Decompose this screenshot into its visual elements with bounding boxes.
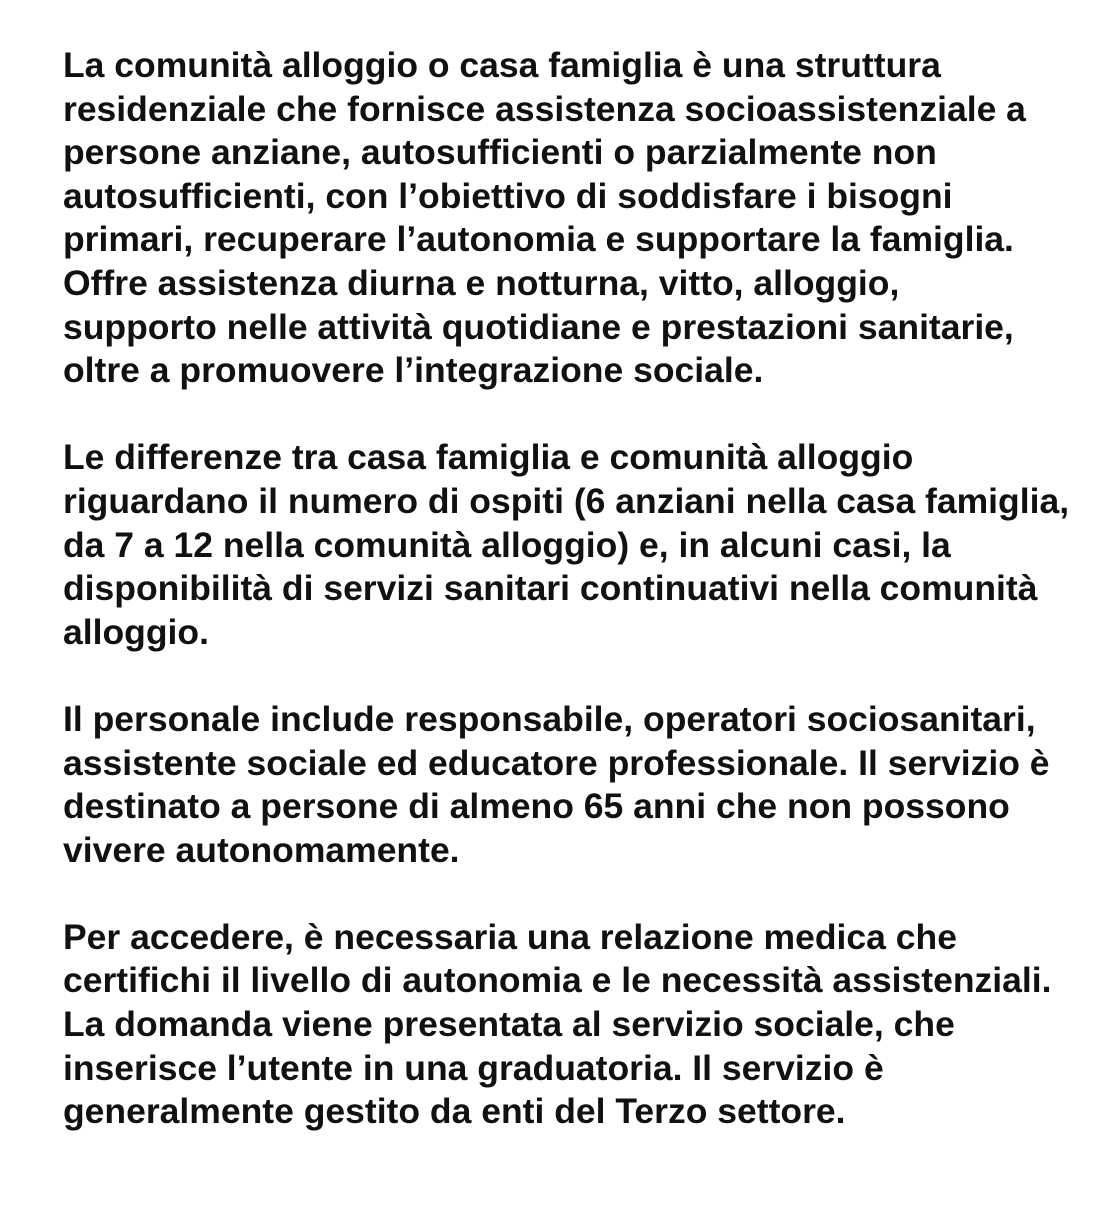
text-line: Il personale include responsabile, operatori sociosanitari, — [63, 698, 1036, 739]
paragraph-spacer — [63, 872, 1113, 916]
text-line: Offre assistenza diurna e notturna, vitto, alloggio, — [63, 262, 900, 303]
text-line: vivere autonomamente. — [63, 829, 460, 870]
text-line: generalmente gestito da enti del Terzo settore. — [63, 1091, 846, 1132]
text-line: Per accedere, è necessaria una relazione medica che — [63, 916, 957, 957]
text-line: Le differenze tra casa famiglia e comunità alloggio — [63, 437, 914, 478]
text-line: destinato a persone di almeno 65 anni che non possono — [63, 786, 1010, 827]
paragraph-spacer — [63, 393, 1113, 437]
text-line: disponibilità di servizi sanitari continuativi nella comunità — [63, 568, 1038, 609]
text-line: oltre a promuovere l’integrazione sociale. — [63, 350, 764, 391]
paragraph-differences — [63, 436, 1113, 654]
text-line: da 7 a 12 nella comunità alloggio) e, in alcuni casi, la — [63, 524, 951, 565]
text-line: persone anziane, autosufficienti o parzialmente non — [63, 132, 937, 173]
text-line: riguardano il numero di ospiti (6 anziani nella casa famiglia, — [63, 480, 1070, 521]
paragraph-definition — [63, 44, 1113, 393]
text-line: supporto nelle attività quotidiane e prestazioni sanitarie, — [63, 306, 1014, 347]
text-line: assistente sociale ed educatore professionale. Il servizio è — [63, 742, 1050, 783]
paragraph-access — [63, 916, 1113, 1134]
text-line: residenziale che fornisce assistenza socioassistenziale a — [63, 88, 1026, 129]
text-line: inserisce l’utente in una graduatoria. Il servizio è — [63, 1047, 884, 1088]
document-body — [63, 44, 1113, 1134]
text-line: primari, recuperare l’autonomia e supportare la famiglia. — [63, 219, 1014, 260]
text-line: certifichi il livello di autonomia e le necessità assistenziali. — [63, 960, 1052, 1001]
paragraph-spacer — [63, 654, 1113, 698]
text-line: alloggio. — [63, 611, 209, 652]
text-line: autosufficienti, con l’obiettivo di soddisfare i bisogni — [63, 175, 953, 216]
text-line: La comunità alloggio o casa famiglia è una struttura — [63, 45, 941, 85]
text-line: La domanda viene presentata al servizio sociale, che — [63, 1004, 955, 1045]
paragraph-staff — [63, 698, 1113, 872]
